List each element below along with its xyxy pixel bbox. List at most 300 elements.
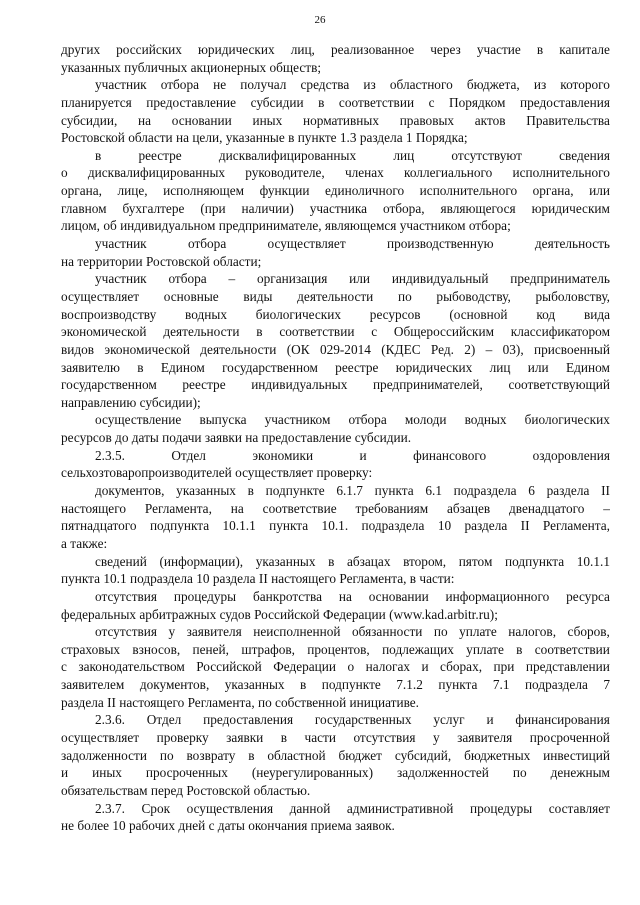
word: в <box>137 359 144 375</box>
word: указанных <box>255 553 316 569</box>
word: процентов, <box>307 641 370 657</box>
text-line: Ростовской области на цели, указанные в пункте 1.3 раздела 1 Порядка; <box>61 130 468 146</box>
word: единоличного <box>324 183 405 199</box>
word: Российской <box>196 659 262 675</box>
word: Правительства <box>526 112 610 128</box>
word: основании <box>171 112 232 128</box>
text-line: на территории Ростовской области; <box>61 253 262 269</box>
word: из <box>363 77 376 93</box>
word: подпункта <box>504 553 565 569</box>
word: подраздела <box>453 483 517 499</box>
word: в <box>536 42 544 57</box>
word: в <box>318 94 325 110</box>
text-line <box>61 182 610 200</box>
word: в <box>95 147 102 163</box>
text-line <box>61 235 610 253</box>
word: о <box>61 165 68 181</box>
word: абзацев <box>447 500 491 516</box>
text-line: а также: <box>61 535 108 551</box>
word: российских <box>116 42 182 57</box>
word: обязанности <box>351 624 423 640</box>
word: реестре <box>138 147 182 163</box>
word: экономической <box>104 341 190 357</box>
word: главном <box>61 200 107 216</box>
word: сборов, <box>567 624 610 640</box>
word: заявителя <box>186 624 242 640</box>
word: бухгалтере <box>122 200 185 216</box>
word: биологических <box>524 412 610 428</box>
word: штрафов, <box>241 641 295 657</box>
word: подраздела <box>361 518 425 534</box>
text-line <box>61 200 610 218</box>
word: через <box>430 42 461 57</box>
word: осуществляет <box>61 288 140 304</box>
word: не <box>213 77 227 93</box>
word: Едином <box>565 359 610 375</box>
word: которого <box>560 77 610 93</box>
text-line <box>61 112 610 130</box>
word: биологических <box>255 306 342 322</box>
word: составляет <box>548 800 610 816</box>
word: реестре <box>182 377 226 393</box>
word: инвестиций <box>543 747 610 763</box>
word: субсидии <box>250 94 304 110</box>
word: (информации), <box>159 553 244 569</box>
word: в <box>256 324 263 340</box>
word: представлении <box>525 659 610 675</box>
word: неисполненной <box>253 624 341 640</box>
word: виды <box>243 288 273 304</box>
word: просроченных <box>145 765 228 781</box>
word: ресурса <box>566 588 610 604</box>
word: государственном <box>222 359 318 375</box>
word: планируется <box>61 94 132 110</box>
word: организация <box>256 271 328 287</box>
word: юридических <box>395 359 473 375</box>
word: лице, <box>117 183 148 199</box>
word: с <box>371 324 378 340</box>
word: юридическим <box>531 200 610 216</box>
word: налогах <box>365 659 411 675</box>
word: у <box>432 729 440 745</box>
text-line <box>61 411 610 429</box>
word: 03), <box>502 341 524 357</box>
word: задолженности <box>61 747 147 763</box>
word: 10.1.1 <box>222 518 256 534</box>
word: 2.3.5. <box>95 447 125 463</box>
word: иных <box>252 112 283 128</box>
word: при <box>493 659 515 675</box>
word: исполнительного <box>419 183 518 199</box>
word: участник <box>95 236 147 252</box>
word: исполняющем <box>163 183 245 199</box>
word: Федерации <box>273 659 337 675</box>
word: (основной <box>449 306 508 322</box>
word: бюджетных <box>464 747 531 763</box>
word: членах <box>344 165 384 181</box>
text-line <box>61 800 610 818</box>
word: (при <box>200 200 226 216</box>
word: на <box>138 112 152 128</box>
document-body <box>61 41 610 835</box>
word: 7.1 <box>492 677 510 693</box>
word: деятельности <box>200 341 277 357</box>
word: основные <box>163 288 219 304</box>
word: участие <box>476 42 521 57</box>
word: Срок <box>141 800 171 816</box>
text-line: ресурсов до даты подачи заявки на предоставление субсидии. <box>61 430 412 446</box>
word: Регламента, <box>144 500 212 516</box>
word: осуществление <box>95 412 182 428</box>
word: дисквалифицированных <box>87 165 226 181</box>
word: предоставление <box>146 94 237 110</box>
text-line <box>61 447 610 465</box>
word: в <box>248 747 255 763</box>
word: соответствии <box>338 94 415 110</box>
word: уплате <box>466 641 504 657</box>
word: 2.3.6. <box>95 712 125 728</box>
word: о <box>347 659 355 675</box>
word: 6.1.7 <box>336 483 363 499</box>
word: данной <box>289 800 331 816</box>
word: юридических <box>198 42 275 57</box>
word: (неурегулированных) <box>251 765 374 781</box>
word: отсутствия <box>95 624 158 640</box>
word: лиц <box>393 147 415 163</box>
text-line: раздела II настоящего Регламента, по собственной инициативе. <box>61 694 419 710</box>
word: – <box>603 500 610 516</box>
word: пункта <box>269 518 309 534</box>
word: оздоровления <box>532 447 610 463</box>
word: отбора, <box>382 200 425 216</box>
word: являющегося <box>440 200 516 216</box>
word: правовых <box>399 112 455 128</box>
word: процедуры <box>469 800 533 816</box>
word: соответствующий <box>508 377 610 393</box>
word: II <box>601 483 610 499</box>
word: органа, <box>61 183 102 199</box>
word: или <box>527 359 549 375</box>
word: отбора <box>160 77 199 93</box>
text-line <box>61 359 610 377</box>
text-line <box>61 764 610 782</box>
word: раздела <box>546 483 590 499</box>
word: на <box>338 588 352 604</box>
word: капитале <box>559 42 610 57</box>
text-line <box>61 164 610 182</box>
word: рыбоводству, <box>436 288 511 304</box>
word: выпуска <box>199 412 247 428</box>
word: и <box>359 447 367 463</box>
text-line: направлению субсидии); <box>61 394 201 410</box>
text-line <box>61 323 610 341</box>
word: взносов, <box>132 641 181 657</box>
word: втором, <box>403 553 447 569</box>
text-line <box>61 482 610 500</box>
word: нормативных <box>302 112 379 128</box>
text-line: пункта 10.1 подраздела 10 раздела II настоящего Регламента, в части: <box>61 571 455 587</box>
word: присвоенный <box>533 341 610 357</box>
word: или <box>589 183 610 199</box>
text-line <box>61 641 610 659</box>
word: участник <box>95 77 147 93</box>
word: информационного <box>445 588 550 604</box>
text-line <box>61 553 610 571</box>
word: предоставления <box>519 94 610 110</box>
text-line <box>61 658 610 676</box>
word: отбора <box>168 271 207 287</box>
word: указанных <box>224 677 285 693</box>
text-line <box>61 341 610 359</box>
word: функции <box>259 183 310 199</box>
word: банкротства <box>252 588 323 604</box>
word: 10.1. <box>321 518 349 534</box>
word: заявителем <box>61 677 125 693</box>
word: деятельности <box>163 324 240 340</box>
word: пункта <box>374 483 414 499</box>
word: областной <box>267 747 326 763</box>
word: сведений <box>95 553 147 569</box>
text-line: не более 10 рабочих дней с даты окончания приема заявок. <box>61 818 395 834</box>
word: II <box>520 518 530 534</box>
word: – <box>485 341 493 357</box>
text-line <box>61 729 610 747</box>
word: 6.1 <box>425 483 442 499</box>
word: подпункта <box>149 518 210 534</box>
word: Общероссийским <box>393 324 494 340</box>
word: в <box>328 553 335 569</box>
word: финансирования <box>515 712 610 728</box>
word: экономики <box>252 447 314 463</box>
text-line <box>61 517 610 535</box>
text-line: обязательствам перед Ростовской областью. <box>61 782 311 798</box>
word: заявителя <box>457 729 513 745</box>
word: участник <box>95 271 147 287</box>
word: областного <box>389 77 453 93</box>
word: иных <box>92 765 122 781</box>
word: по <box>397 288 412 304</box>
word: органа, <box>532 183 574 199</box>
text-line <box>61 623 610 641</box>
text-line: указанных публичных акционерных обществ; <box>61 59 322 75</box>
text-line <box>61 270 610 288</box>
word: возврату <box>186 747 236 763</box>
word: отсутствия <box>353 729 416 745</box>
word: страховых <box>61 641 121 657</box>
word: государственном <box>61 377 157 393</box>
word: бюджета, <box>466 77 520 93</box>
word: основании <box>368 588 429 604</box>
word: участника <box>309 200 368 216</box>
word: осуществляет <box>267 236 346 252</box>
word: рыболовству, <box>535 288 610 304</box>
word: индивидуальных <box>251 377 348 393</box>
text-line <box>61 94 610 112</box>
word: производственную <box>386 236 494 252</box>
word: воспроизводству <box>61 306 157 322</box>
word: Отдел <box>146 712 182 728</box>
word: классификатором <box>510 324 610 340</box>
word: у <box>168 624 176 640</box>
word: по <box>159 747 174 763</box>
word: из <box>533 77 547 93</box>
word: в <box>300 677 307 693</box>
word: исполнительного <box>512 165 610 181</box>
word: получал <box>240 77 287 93</box>
word: отбора <box>348 412 387 428</box>
word: отсутствия <box>95 588 158 604</box>
word: 10 <box>437 518 452 534</box>
word: предоставления <box>203 712 294 728</box>
text-line <box>61 747 610 765</box>
word: или <box>349 271 371 287</box>
word: на <box>230 500 244 516</box>
word: видов <box>61 341 95 357</box>
word: уплате <box>459 624 497 640</box>
word: (КДЕС <box>381 341 421 357</box>
word: сборах, <box>440 659 483 675</box>
word: заявителю <box>61 359 120 375</box>
text-line <box>61 41 610 59</box>
text-line <box>61 288 610 306</box>
word: заявки <box>226 729 264 745</box>
word: деятельности <box>297 288 374 304</box>
word: реализованное <box>330 42 415 57</box>
text-line: федеральных арбитражных судов Российской Федерации (www.kad.arbitr.ru); <box>61 606 498 622</box>
word: в <box>247 483 254 499</box>
text-line <box>61 306 610 324</box>
word: соответствии <box>279 324 355 340</box>
word: ресурсов <box>369 306 421 322</box>
word: в <box>280 729 288 745</box>
word: 2) <box>464 341 476 357</box>
word: сведения <box>559 147 610 163</box>
text-line <box>61 500 610 518</box>
text-line: лицом, об индивидуальном предпринимателе, являющемся участником отбора; <box>61 218 511 234</box>
word: – <box>228 271 236 287</box>
word: настоящего <box>61 500 126 516</box>
word: части <box>304 729 336 745</box>
text-line <box>61 676 610 694</box>
text-line: сельхозтоваропроизводителей осуществляет проверку: <box>61 465 373 481</box>
word: документов, <box>139 677 210 693</box>
word: соответствие <box>262 500 337 516</box>
page-number: 26 <box>314 14 326 26</box>
word: соответствии <box>534 641 610 657</box>
word: с <box>428 94 435 110</box>
word: других <box>61 42 101 57</box>
word: и <box>486 712 494 728</box>
word: с <box>61 659 67 675</box>
word: по <box>512 765 527 781</box>
word: задолженностей <box>396 765 489 781</box>
text-line <box>61 588 610 606</box>
word: вида <box>583 306 610 322</box>
word: субсидий, <box>394 747 452 763</box>
word: 7 <box>603 677 610 693</box>
word: лиц, <box>290 42 315 57</box>
word: лиц <box>489 359 511 375</box>
word: процедуры <box>173 588 237 604</box>
word: пункта <box>438 677 478 693</box>
word: в <box>516 641 523 657</box>
word: руководителе, <box>245 165 325 181</box>
word: дисквалифицированных <box>218 147 357 163</box>
word: 7.1.2 <box>396 677 423 693</box>
word: денежным <box>550 765 610 781</box>
word: просроченной <box>529 729 610 745</box>
word: Порядком <box>449 94 506 110</box>
word: субсидии, <box>61 112 118 128</box>
text-line <box>61 76 610 94</box>
word: законодательством <box>78 659 185 675</box>
word: Едином <box>160 359 205 375</box>
word: пятом <box>458 553 493 569</box>
word: реестре <box>335 359 379 375</box>
word: 029-2014 <box>319 341 371 357</box>
word: средства <box>300 77 350 93</box>
word: финансового <box>413 447 487 463</box>
word: предприниматель <box>510 271 610 287</box>
word: осуществления <box>186 800 274 816</box>
word: отсутствуют <box>451 147 522 163</box>
word: и <box>421 659 429 675</box>
word: указанных <box>176 483 236 499</box>
word: подпункте <box>321 677 381 693</box>
text-line <box>61 376 610 394</box>
word: осуществляет <box>61 729 140 745</box>
word: отбора <box>187 236 227 252</box>
word: наличии) <box>241 200 294 216</box>
word: абзацах <box>346 553 391 569</box>
word: требованиям <box>355 500 429 516</box>
text-line <box>61 147 610 165</box>
word: 6 <box>528 483 535 499</box>
word: государственных <box>314 712 412 728</box>
word: актов <box>474 112 506 128</box>
word: бюджет <box>338 747 382 763</box>
word: Ред. <box>430 341 454 357</box>
word: раздела <box>464 518 508 534</box>
word: услуг <box>433 712 465 728</box>
word: предпринимателей, <box>372 377 483 393</box>
word: пятнадцатого <box>61 518 137 534</box>
word: деятельность <box>534 236 610 252</box>
word: административной <box>346 800 454 816</box>
word: водных <box>464 412 507 428</box>
word: подлежащих <box>382 641 454 657</box>
word: двенадцатого <box>509 500 585 516</box>
word: пеней, <box>192 641 229 657</box>
word: экономической <box>61 324 147 340</box>
word: молоди <box>404 412 447 428</box>
word: (ОК <box>286 341 310 357</box>
word: 10.1.1 <box>576 553 610 569</box>
word: код <box>536 306 556 322</box>
word: по <box>433 624 448 640</box>
word: индивидуальный <box>391 271 489 287</box>
word: проверку <box>156 729 209 745</box>
word: Регламента, <box>542 518 610 534</box>
word: водных <box>185 306 227 322</box>
word: подпункте <box>265 483 325 499</box>
word: участником <box>264 412 331 428</box>
text-line <box>61 711 610 729</box>
word: 2.3.7. <box>95 800 125 816</box>
word: налогов, <box>508 624 557 640</box>
word: Отдел <box>171 447 206 463</box>
word: и <box>61 765 69 781</box>
